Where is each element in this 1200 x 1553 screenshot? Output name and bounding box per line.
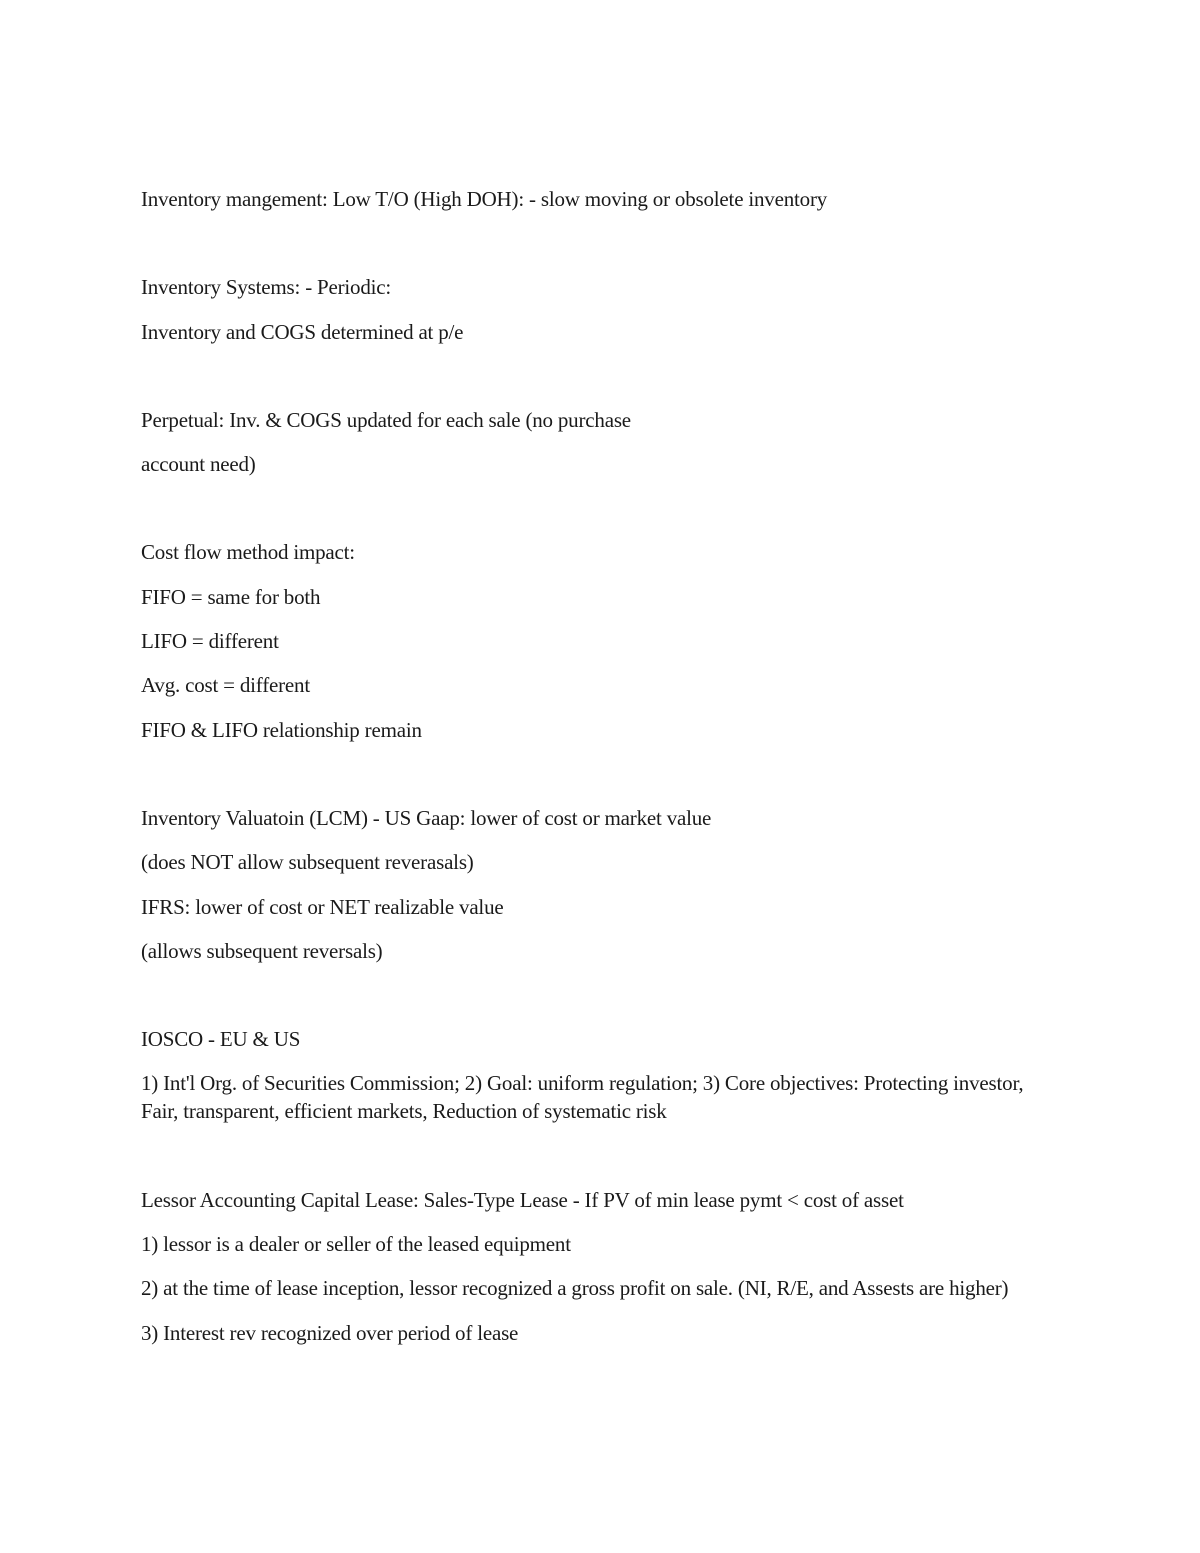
text-line: FIFO = same for both: [141, 584, 321, 609]
text-line: Cost flow method impact:: [141, 540, 355, 565]
text-line: (allows subsequent reversals): [141, 938, 383, 963]
paragraph-gap: [141, 981, 1051, 1025]
paragraph-gap: [141, 760, 1051, 804]
text-line: 3) Interest rev recognized over period of lease: [141, 1320, 519, 1345]
text-line: IFRS: lower of cost or NET realizable value: [141, 894, 504, 919]
text-line: Avg. cost = different: [141, 673, 310, 698]
text-line: 2) at the time of lease inception, lessor recognized a gross profit on sale. (NI, R/E, and Assests are higher): [141, 1276, 1009, 1301]
paragraph-gap: [141, 494, 1051, 538]
document-body: [141, 185, 1051, 1363]
text-line: Inventory Systems: - Periodic:: [141, 275, 392, 300]
text-line: account need): [141, 452, 256, 477]
paragraph-gap: [141, 362, 1051, 406]
text-line: LIFO = different: [141, 629, 279, 654]
text-line: 1) lessor is a dealer or seller of the leased equipment: [141, 1232, 571, 1257]
text-line: FIFO & LIFO relationship remain: [141, 717, 422, 742]
text-line: Inventory Valuatoin (LCM) - US Gaap: lower of cost or market value: [141, 805, 712, 830]
paragraph-gap: [141, 229, 1051, 273]
paragraph-gap: [141, 1142, 1051, 1186]
text-line: Inventory and COGS determined at p/e: [141, 319, 464, 344]
text-line: IOSCO - EU & US: [141, 1027, 301, 1052]
text-line: Perpetual: Inv. & COGS updated for each sale (no purchase: [141, 407, 631, 432]
text-line: Lessor Accounting Capital Lease: Sales-Type Lease - If PV of min lease pymt < cost of asset: [141, 1187, 904, 1212]
text-line: (does NOT allow subsequent reverasals): [141, 850, 474, 875]
text-line: Inventory mangement: Low T/O (High DOH): - slow moving or obsolete inventory: [141, 187, 828, 211]
text-line: 1) Int'l Org. of Securities Commission; 2) Goal: uniform regulation; 3) Core objectives: Protecting investor, Fair, transparent, efficient markets, Reduction of systematic risk: [141, 1071, 1024, 1124]
